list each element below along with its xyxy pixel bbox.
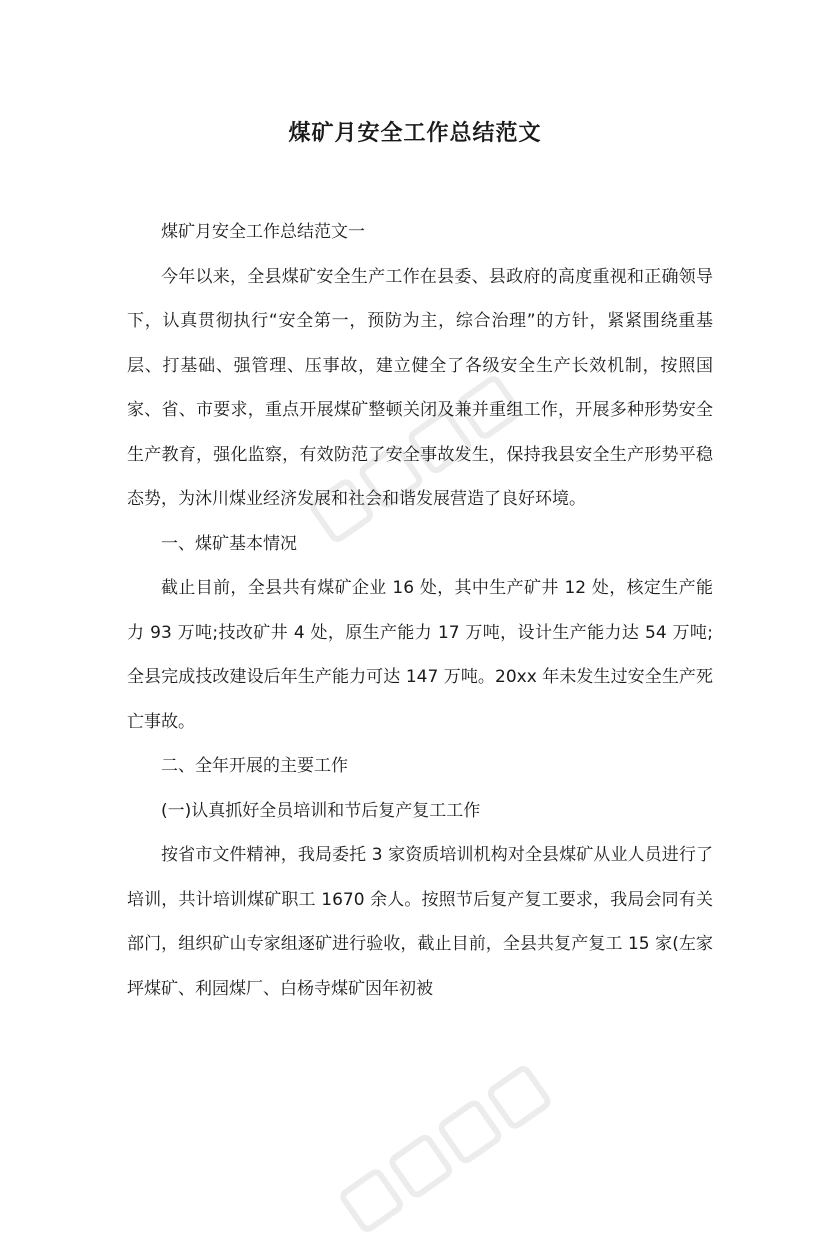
body-paragraph: 截止目前，全县共有煤矿企业 16 处，其中生产矿井 12 处，核定生产能力 93 万吨;技改矿井 4 处，原生产能力 17 万吨，设计生产能力达 54 万吨;全县完成技改建设后年生产能力可达 147 万吨。20xx 年未发生过安全生产死亡事故。	[127, 578, 713, 732]
document-title: 煤矿月安全工作总结范文	[288, 121, 542, 146]
section-heading: 煤矿月安全工作总结范文一	[161, 222, 365, 242]
body-paragraph: 今年以来，全县煤矿安全生产工作在县委、县政府的高度重视和正确领导下，认真贯彻执行“安全第一，预防为主，综合治理”的方针，紧紧围绕重基层、打基础、强管理、压事故，建立健全了各级安全生产长效机制，按照国家、省、市要求，重点开展煤矿整顿关闭及兼并重组工作，开展多种形势安全生产教育，强化监察，有效防范了安全事故发生，保持我县安全生产形势平稳态势，为沐川煤业经济发展和社会和谐发展营造了良好环境。	[127, 266, 713, 509]
watermark-bottom	[333, 1042, 587, 1249]
section-heading: 二、全年开展的主要工作	[161, 756, 348, 776]
body-paragraph: 按省市文件精神，我局委托 3 家资质培训机构对全县煤矿从业人员进行了培训，共计培训煤矿职工 1670 余人。按照节后复产复工要求，我局会同有关部门，组织矿山专家组逐矿进行验收，截止目前，全县共复产复工 15 家(左家坪煤矿、利园煤厂、白杨寺煤矿因年初被	[127, 845, 713, 999]
document-body	[127, 210, 713, 1011]
watermark-glyph	[333, 1042, 580, 1240]
subsection-heading: (一)认真抓好全员培训和节后复产复工工作	[161, 800, 481, 821]
section-heading: 一、煤矿基本情况	[161, 533, 297, 554]
